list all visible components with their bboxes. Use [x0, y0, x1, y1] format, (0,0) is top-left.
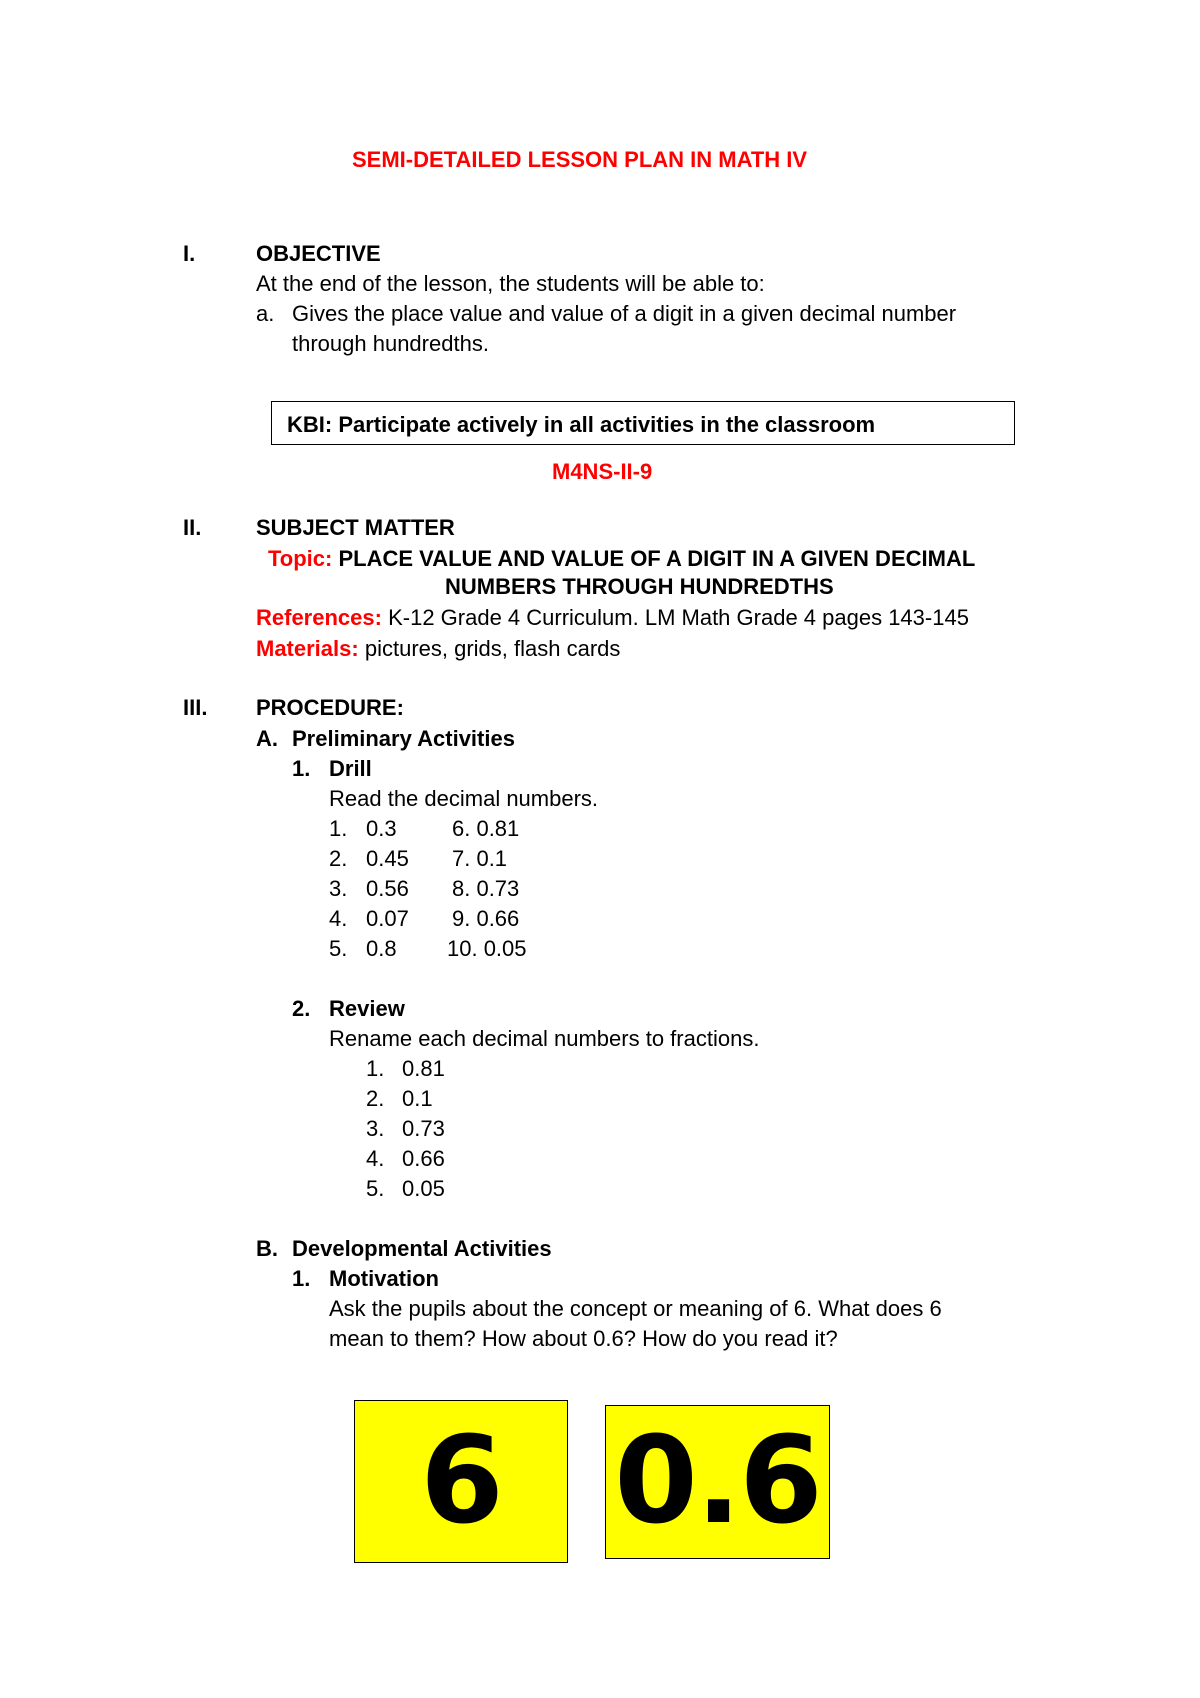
review-num: 3.: [366, 1116, 385, 1141]
drill-val: 0.56: [366, 876, 409, 901]
competency-code: M4NS-II-9: [552, 459, 653, 484]
references-line: [256, 607, 969, 629]
drill-val: 0.3: [366, 816, 397, 841]
drill-val: 0.45: [366, 846, 409, 871]
drill-heading: Drill: [329, 756, 372, 781]
review-val: 0.05: [402, 1176, 445, 1201]
review-marker: 2.: [292, 996, 311, 1021]
review-num: 2.: [366, 1086, 385, 1111]
drill-right-item: 9. 0.66: [452, 906, 520, 931]
dev-heading: Developmental Activities: [292, 1236, 552, 1261]
flash-card-0-6-text: 0.6: [614, 1412, 821, 1551]
page-title: SEMI-DETAILED LESSON PLAN IN MATH IV: [352, 147, 808, 172]
review-val: 0.81: [402, 1056, 445, 1081]
materials-label: Materials:: [256, 636, 359, 661]
references-label: References:: [256, 605, 382, 630]
flash-card-6-text: 6: [420, 1411, 502, 1551]
review-num: 4.: [366, 1146, 385, 1171]
references-text: K-12 Grade 4 Curriculum. LM Math Grade 4 pages 143-145: [388, 605, 969, 630]
motivation-line2: mean to them? How about 0.6? How do you read it?: [329, 1326, 838, 1351]
section-numeral-subject-matter: II.: [183, 515, 202, 540]
dev-marker: B.: [256, 1236, 278, 1261]
objective-item-line2: through hundredths.: [292, 331, 489, 356]
flash-card-0-6: [605, 1405, 830, 1559]
objective-intro: At the end of the lesson, the students will be able to:: [256, 271, 765, 296]
section-numeral-objective: I.: [183, 241, 196, 266]
review-num: 5.: [366, 1176, 385, 1201]
drill-num: 2.: [329, 846, 348, 871]
review-val: 0.66: [402, 1146, 445, 1171]
drill-right-item: 8. 0.73: [452, 876, 520, 901]
topic-line2: NUMBERS THROUGH HUNDREDTHS: [445, 574, 834, 599]
motivation-heading: Motivation: [329, 1266, 439, 1291]
drill-num: 4.: [329, 906, 348, 931]
motivation-line1: Ask the pupils about the concept or meaning of 6. What does 6: [329, 1296, 942, 1321]
objective-item-marker: a.: [256, 301, 275, 326]
flash-card-6: [354, 1400, 568, 1563]
objective-item-line1: Gives the place value and value of a digit in a given decimal number: [292, 301, 957, 326]
topic-text-line1: PLACE VALUE AND VALUE OF A DIGIT IN A GIVEN DECIMAL: [338, 546, 976, 571]
motivation-marker: 1.: [292, 1266, 311, 1291]
section-heading-procedure: PROCEDURE:: [256, 695, 404, 720]
drill-marker: 1.: [292, 756, 311, 781]
review-heading: Review: [329, 996, 405, 1021]
section-heading-objective: OBJECTIVE: [256, 241, 381, 266]
materials-line: [256, 638, 620, 660]
review-instruction: Rename each decimal numbers to fractions.: [329, 1026, 760, 1051]
prelim-marker: A.: [256, 726, 278, 751]
review-val: 0.1: [402, 1086, 433, 1111]
drill-val: 0.8: [366, 936, 397, 961]
topic-line1: [268, 548, 975, 570]
drill-num: 5.: [329, 936, 348, 961]
review-num: 1.: [366, 1056, 385, 1081]
drill-val: 0.07: [366, 906, 409, 931]
drill-right-item: 6. 0.81: [452, 816, 520, 841]
kbi-box: [271, 401, 1015, 445]
drill-num: 3.: [329, 876, 348, 901]
section-heading-subject-matter: SUBJECT MATTER: [256, 515, 455, 540]
materials-text: pictures, grids, flash cards: [364, 636, 621, 661]
topic-label: Topic:: [268, 546, 333, 571]
drill-right-item: 10. 0.05: [447, 936, 527, 961]
drill-instruction: Read the decimal numbers.: [329, 786, 599, 811]
drill-num: 1.: [329, 816, 348, 841]
kbi-text: KBI: Participate actively in all activities in the classroom: [287, 412, 876, 437]
section-numeral-procedure: III.: [183, 695, 208, 720]
review-val: 0.73: [402, 1116, 445, 1141]
drill-right-item: 7. 0.1: [452, 846, 508, 871]
prelim-heading: Preliminary Activities: [292, 726, 515, 751]
